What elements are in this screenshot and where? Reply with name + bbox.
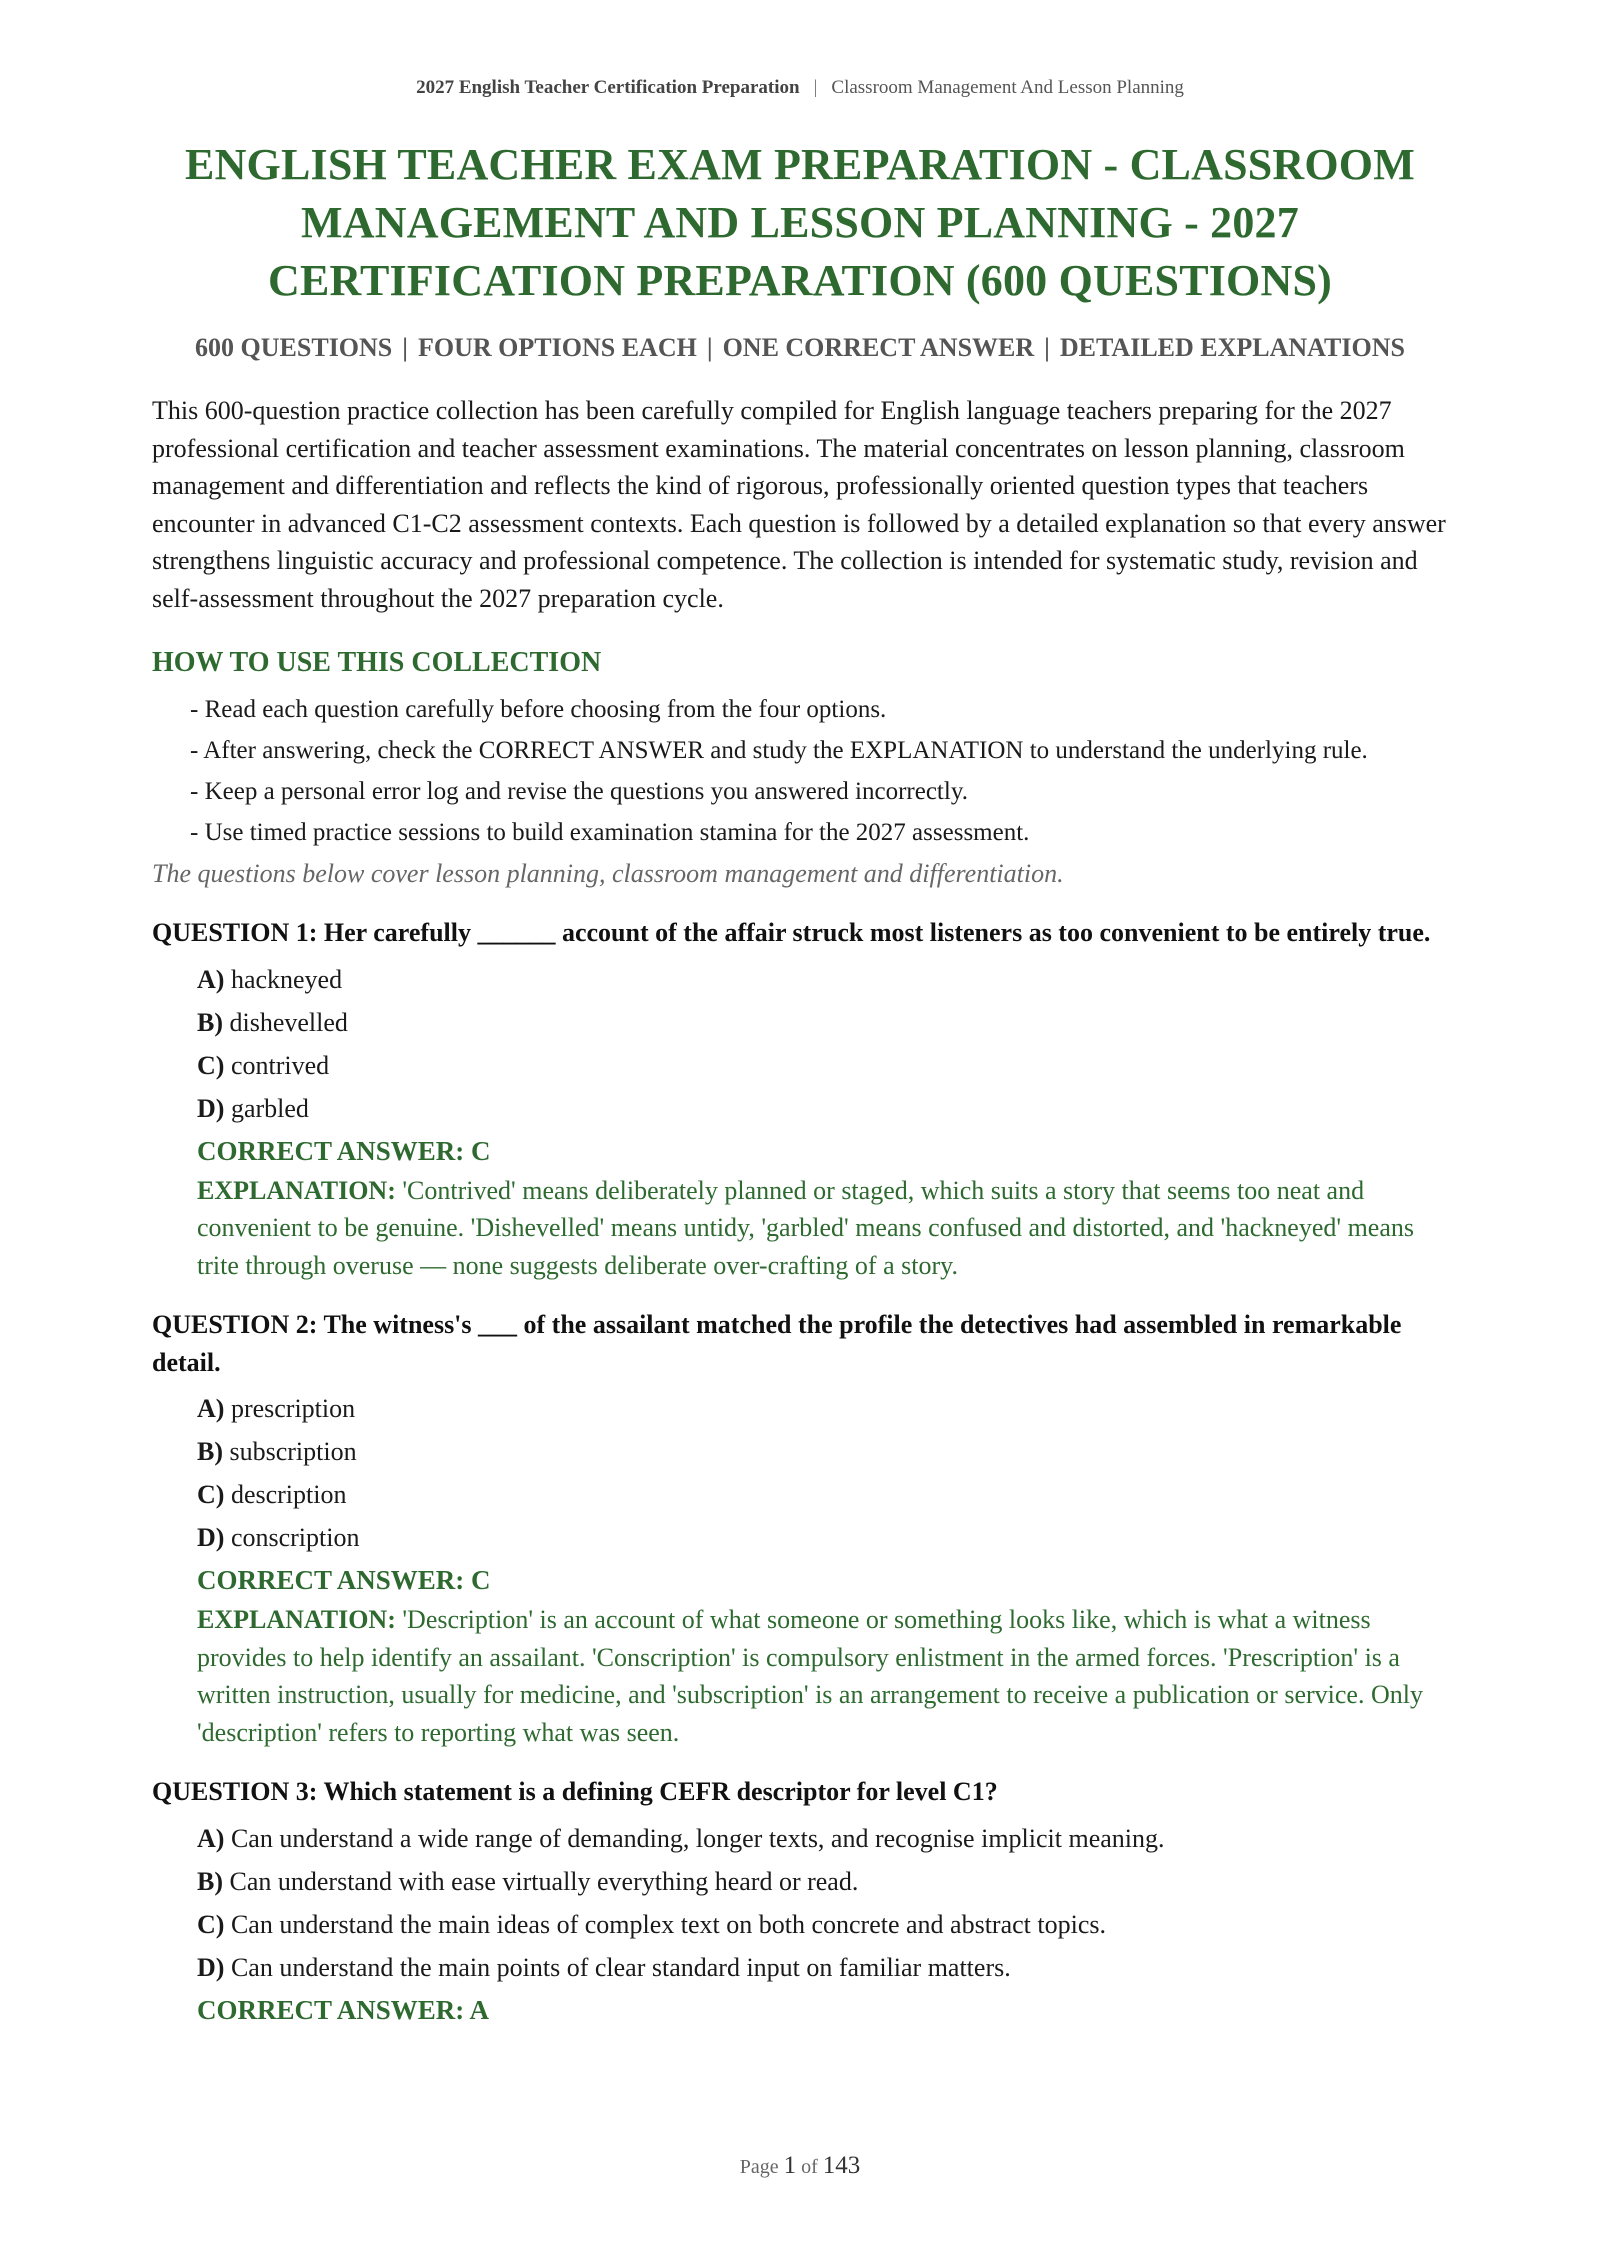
question-block <box>152 914 1448 1284</box>
option-letter: C) <box>197 1480 225 1509</box>
explanation-text: 'Description' is an account of what someone or something looks like, which is what a witness provides to help identify an assailant. 'Conscription' is compulsory enlistment in the armed forces. 'Prescription' is a written instruction, usually for medicine, and 'subscription' is an arrangement to receive a publication or service. Only 'description' refers to reporting what was seen. <box>197 1605 1423 1747</box>
option-b <box>197 1430 1448 1473</box>
subtitle-separator: | <box>1044 333 1050 362</box>
options-list <box>152 1387 1448 1559</box>
option-c <box>197 1044 1448 1087</box>
header-separator: | <box>813 77 818 98</box>
question-stem: QUESTION 2: The witness's ___ of the assailant matched the profile the detectives had assembled in remarkable detail. <box>152 1310 1402 1377</box>
option-text: hackneyed <box>230 964 343 994</box>
option-letter: D) <box>197 1952 225 1982</box>
option-text: description <box>230 1480 347 1509</box>
howto-item: - After answering, check the CORRECT ANSWER and study the EXPLANATION to understand the underlying rule. <box>190 737 1368 764</box>
options-list <box>152 958 1448 1130</box>
option-d <box>197 1516 1448 1559</box>
subtitle-bar <box>152 330 1448 366</box>
option-letter: C) <box>197 1050 225 1080</box>
current-page-number: 1 <box>783 2152 797 2179</box>
option-letter: C) <box>197 1909 225 1939</box>
option-text: subscription <box>229 1437 357 1466</box>
explanation-label: EXPLANATION: <box>197 1605 396 1634</box>
intro-paragraph: This 600-question practice collection has been carefully compiled for English language teachers preparing for the 2027 professional certification and teacher assessment examinations. The material concentrates on lesson planning, classroom management and differentiation and reflects the kind of rigorous, professionally oriented question types that teachers encounter in advanced C1-C2 assessment contexts. Each question is followed by a detailed explanation so that every answer strengthens linguistic accuracy and professional competence. The collection is intended for systematic study, revision and self-assessment throughout the 2027 preparation cycle. <box>152 396 1446 613</box>
header-right: Classroom Management And Lesson Planning <box>831 77 1184 98</box>
subtitle-separator: | <box>402 333 409 362</box>
option-text: prescription <box>230 1394 356 1423</box>
page-footer <box>0 2152 1600 2180</box>
option-letter: D) <box>197 1093 225 1123</box>
section-heading: HOW TO USE THIS COLLECTION <box>152 647 602 678</box>
howto-list <box>152 691 1448 851</box>
option-d <box>197 1946 1448 1989</box>
explanation-label: EXPLANATION: <box>197 1175 396 1205</box>
howto-item: - Use timed practice sessions to build examination stamina for the 2027 assessment. <box>190 819 1030 846</box>
subtitle-item: ONE CORRECT ANSWER <box>722 333 1035 362</box>
option-text: Can understand with ease virtually everything heard or read. <box>229 1866 859 1896</box>
option-a <box>197 1387 1448 1430</box>
option-letter: B) <box>197 1007 223 1037</box>
total-pages-number: 143 <box>822 2152 861 2179</box>
header-left: 2027 English Teacher Certification Preparation <box>416 77 800 98</box>
correct-answer: CORRECT ANSWER: C <box>197 1135 491 1166</box>
running-header <box>152 0 1448 102</box>
option-c <box>197 1473 1448 1516</box>
option-letter: A) <box>197 1394 225 1423</box>
options-list <box>152 1817 1448 1989</box>
option-text: Can understand a wide range of demanding, longer texts, and recognise implicit meaning. <box>230 1823 1165 1853</box>
howto-item: - Keep a personal error log and revise the questions you answered incorrectly. <box>190 778 968 805</box>
option-letter: D) <box>197 1523 225 1552</box>
explanation <box>197 1172 1448 1285</box>
document-title: ENGLISH TEACHER EXAM PREPARATION - CLASSROOM MANAGEMENT AND LESSON PLANNING - 2027 CERTIFICATION PREPARATION (600 QUESTIONS) <box>185 140 1415 305</box>
option-letter: A) <box>197 964 225 994</box>
option-letter: B) <box>197 1866 223 1896</box>
question-stem: QUESTION 3: Which statement is a defining CEFR descriptor for level C1? <box>152 1777 998 1806</box>
subtitle-item: 600 QUESTIONS <box>195 333 393 362</box>
option-letter: B) <box>197 1437 223 1466</box>
option-d <box>197 1087 1448 1130</box>
question-stem: QUESTION 1: Her carefully ______ account of the affair struck most listeners as too convenient to be entirely true. <box>152 918 1431 947</box>
option-text: Can understand the main points of clear standard input on familiar matters. <box>230 1952 1011 1982</box>
option-text: contrived <box>230 1050 330 1080</box>
of-word: of <box>801 2156 818 2178</box>
question-block <box>152 1306 1448 1751</box>
howto-item: - Read each question carefully before choosing from the four options. <box>190 696 887 723</box>
option-letter: A) <box>197 1823 225 1853</box>
option-text: conscription <box>230 1523 360 1552</box>
explanation <box>197 1601 1448 1751</box>
subtitle-item: DETAILED EXPLANATIONS <box>1059 333 1405 362</box>
explanation-text: 'Contrived' means deliberately planned or staged, which suits a story that seems too neat and convenient to be genuine. 'Dishevelled' means untidy, 'garbled' means confused and distorted, and 'hackneyed' means trite through overuse — none suggests deliberate over-crafting of a story. <box>197 1175 1414 1280</box>
option-text: dishevelled <box>229 1007 348 1037</box>
page-word: Page <box>739 2156 779 2178</box>
option-b <box>197 1001 1448 1044</box>
correct-answer: CORRECT ANSWER: C <box>197 1565 491 1595</box>
subtitle-item: FOUR OPTIONS EACH <box>418 333 697 362</box>
subtitle-separator: | <box>706 333 713 362</box>
option-b <box>197 1860 1448 1903</box>
question-block <box>152 1773 1448 2031</box>
option-text: Can understand the main ideas of complex text on both concrete and abstract topics. <box>230 1909 1106 1939</box>
option-a <box>197 1817 1448 1860</box>
coverage-note: The questions below cover lesson planning, classroom management and differentiation. <box>152 859 1064 888</box>
option-a <box>197 958 1448 1001</box>
option-c <box>197 1903 1448 1946</box>
correct-answer: CORRECT ANSWER: A <box>197 1994 490 2025</box>
option-text: garbled <box>230 1093 309 1123</box>
